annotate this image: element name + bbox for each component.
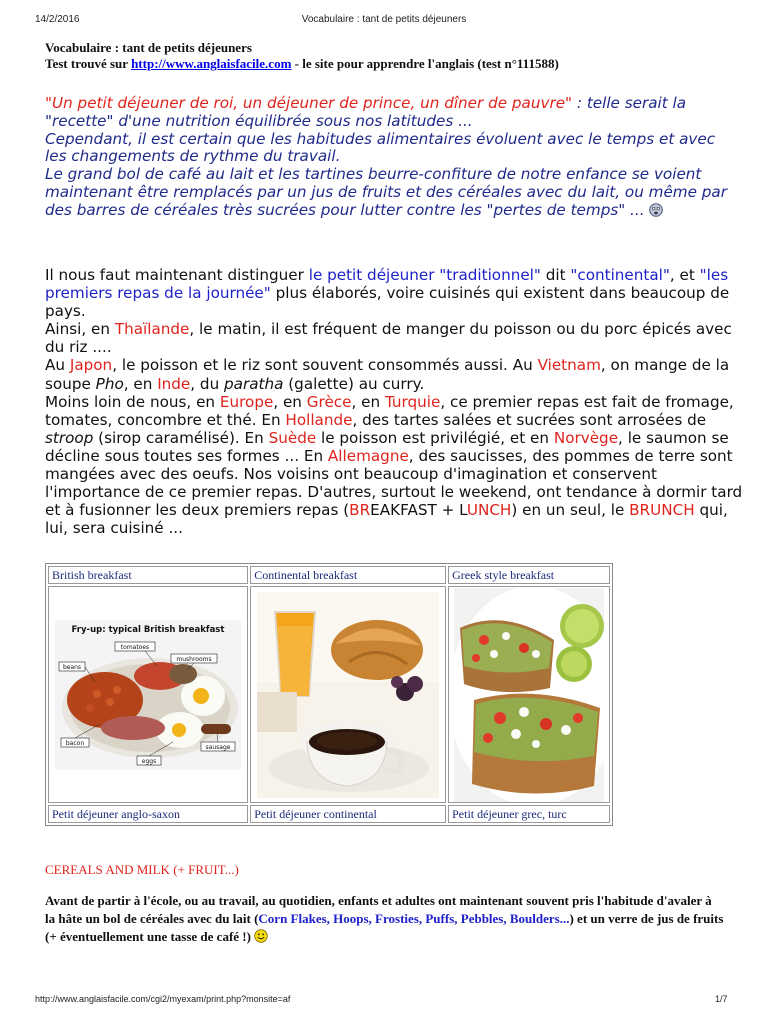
brunch-br: BR bbox=[349, 501, 371, 520]
smiley-face-icon bbox=[254, 929, 268, 948]
text: dit bbox=[540, 266, 571, 284]
label-mushrooms: mushrooms bbox=[176, 655, 212, 663]
text: , du bbox=[190, 374, 225, 393]
greek-image-cell bbox=[448, 586, 610, 803]
greek-breakfast-image bbox=[454, 588, 604, 802]
intro-line3: Le grand bol de café au lait et les tartines beurre-confiture de notre enfance se voient maintenant être remplacés par un jus de fruits et des céréales avec du lait, ou même par des barres de céréales très sucrées pour lutter contre les "pertes de temps" ... bbox=[45, 165, 727, 219]
source-link[interactable]: http://www.anglaisfacile.com bbox=[131, 56, 292, 71]
text: (galette) au curry. bbox=[283, 374, 425, 393]
table-caption-row bbox=[48, 805, 610, 823]
cereals-paragraph bbox=[45, 892, 725, 948]
british-image-cell bbox=[48, 586, 248, 803]
label-eggs: eggs bbox=[141, 757, 157, 765]
country-india: Inde bbox=[157, 374, 191, 393]
label-beans: beans bbox=[63, 663, 82, 671]
text: , le poisson et le riz sont souvent consommés aussi. Au bbox=[112, 356, 538, 375]
text: Il nous faut maintenant distinguer bbox=[45, 266, 309, 284]
footer-url: http://www.anglaisfacile.com/cgi2/myexam/print.php?monsite=af bbox=[35, 994, 291, 1004]
cereal-brands: Corn Flakes, Hoops, Frosties, Puffs, Pebbles, Boulders... bbox=[258, 911, 570, 926]
table-header-row bbox=[48, 566, 610, 584]
title-block bbox=[45, 40, 559, 72]
text: (sirop caramélisé). En bbox=[93, 428, 269, 447]
text: , ce premier repas est fait de fromage, tomates, concombre et thé. En bbox=[45, 392, 734, 429]
continental-breakfast-image bbox=[257, 592, 439, 798]
print-date: 14/2/2016 bbox=[35, 14, 80, 25]
breakfast-table bbox=[45, 563, 613, 826]
intro-paragraph bbox=[45, 95, 735, 222]
country-japan: Japon bbox=[69, 356, 113, 375]
term-first-meals: "les premiers repas de la journée" bbox=[45, 266, 729, 303]
doc-title: Vocabulaire : tant de petits déjeuners bbox=[45, 40, 252, 55]
intro-line1: : telle serait la "recette" d'une nutrition équilibrée sous nos latitudes ... bbox=[45, 94, 687, 130]
country-norway: Norvège bbox=[553, 428, 619, 447]
header-continental: Continental breakfast bbox=[250, 566, 446, 584]
text: Moins loin de nous, en bbox=[45, 392, 220, 411]
term-continental: "continental" bbox=[570, 266, 670, 284]
term-brunch: BRUNCH bbox=[629, 501, 695, 520]
header-greek: Greek style breakfast bbox=[448, 566, 610, 584]
country-thailand: Thaïlande bbox=[114, 320, 190, 339]
country-greece: Grèce bbox=[306, 392, 352, 411]
text: plus élaborés, voire cuisinés qui existent dans beaucoup de pays. bbox=[45, 284, 730, 321]
term-paratha: paratha bbox=[224, 374, 284, 393]
brunch-unch: UNCH bbox=[466, 501, 512, 520]
cereals-text-a: Avant de partir à l'école, ou au travail, au quotidien, enfants et adultes ont maintenant souvent pris l'habitude d'avaler à la hâte un bol de céréales avec du lait ( bbox=[45, 893, 712, 926]
text: qui, lui, sera cuisiné ... bbox=[45, 501, 728, 538]
country-germany: Allemagne bbox=[327, 446, 409, 465]
source-prefix: Test trouvé sur bbox=[45, 56, 128, 71]
cereals-heading: CEREALS AND MILK (+ FRUIT...) bbox=[45, 862, 239, 877]
region-europe: Europe bbox=[219, 392, 274, 411]
text: EAKFAST + L bbox=[370, 501, 467, 520]
label-sausage: sausage bbox=[205, 743, 231, 751]
text: , en bbox=[351, 392, 385, 411]
text: , le matin, il est fréquent de manger du poisson ou du porc épicés avec du riz .... bbox=[45, 320, 732, 357]
text: ) en un seul, le bbox=[511, 501, 630, 520]
text: , on mange de la soupe bbox=[45, 356, 730, 393]
source-suffix: - le site pour apprendre l'anglais (test n°111588) bbox=[294, 56, 559, 71]
text: , des saucisses, des pommes de terre sont mangées avec des oeufs. Nos voisins ont beaucoup d'imagination et conservent l'importance de ce premier repas. D'autres, surtout le weekend, ont tendance à dormir tard et à fusionner les deux premiers repas ( bbox=[45, 446, 743, 520]
term-traditional: le petit déjeuner "traditionnel" bbox=[308, 266, 541, 284]
cereals-text-b: ) et un verre de jus de fruits (+ éventuellement une tasse de café !) bbox=[45, 911, 724, 944]
table-image-row bbox=[48, 586, 610, 803]
british-image-title: Fry-up: typical British breakfast bbox=[71, 624, 225, 635]
main-text bbox=[45, 266, 745, 537]
page-number: 1/7 bbox=[715, 994, 728, 1004]
print-title: Vocabulaire : tant de petits déjeuners bbox=[301, 14, 467, 25]
british-breakfast-image bbox=[55, 620, 241, 770]
paragraph-1 bbox=[45, 266, 745, 320]
text: Au bbox=[45, 356, 70, 375]
header-british: British breakfast bbox=[48, 566, 248, 584]
source-line bbox=[45, 56, 559, 72]
paragraph-2 bbox=[45, 320, 745, 356]
term-stroop: stroop bbox=[45, 428, 94, 447]
text: Ainsi, en bbox=[45, 320, 115, 339]
caption-continental: Petit déjeuner continental bbox=[250, 805, 446, 823]
text: , des tartes salées et sucrées sont arrosées de bbox=[352, 410, 707, 429]
text: , et bbox=[669, 266, 700, 284]
continental-image-cell bbox=[250, 586, 446, 803]
intro-quote: "Un petit déjeuner de roi, un déjeuner de prince, un dîner de pauvre" bbox=[45, 94, 573, 112]
paragraph-4 bbox=[45, 393, 745, 538]
text: le poisson est privilégié, et en bbox=[316, 428, 554, 447]
country-netherlands: Hollande bbox=[285, 410, 353, 429]
paragraph-3 bbox=[45, 356, 745, 392]
country-sweden: Suède bbox=[268, 428, 317, 447]
worried-face-icon bbox=[649, 203, 663, 222]
country-vietnam: Vietnam bbox=[537, 356, 601, 375]
intro-line2: Cependant, il est certain que les habitudes alimentaires évoluent avec le temps et avec les changements de rythme du travail. bbox=[45, 129, 716, 166]
text: , en bbox=[273, 392, 307, 411]
text: , en bbox=[123, 374, 158, 393]
country-turkey: Turquie bbox=[384, 392, 441, 411]
text: , le saumon se décline sous toutes ses formes ... En bbox=[45, 428, 729, 465]
term-pho: Pho bbox=[95, 374, 124, 393]
label-bacon: bacon bbox=[65, 739, 85, 747]
caption-greek: Petit déjeuner grec, turc bbox=[448, 805, 610, 823]
caption-british: Petit déjeuner anglo-saxon bbox=[48, 805, 248, 823]
label-tomatoes: tomatoes bbox=[120, 643, 150, 651]
